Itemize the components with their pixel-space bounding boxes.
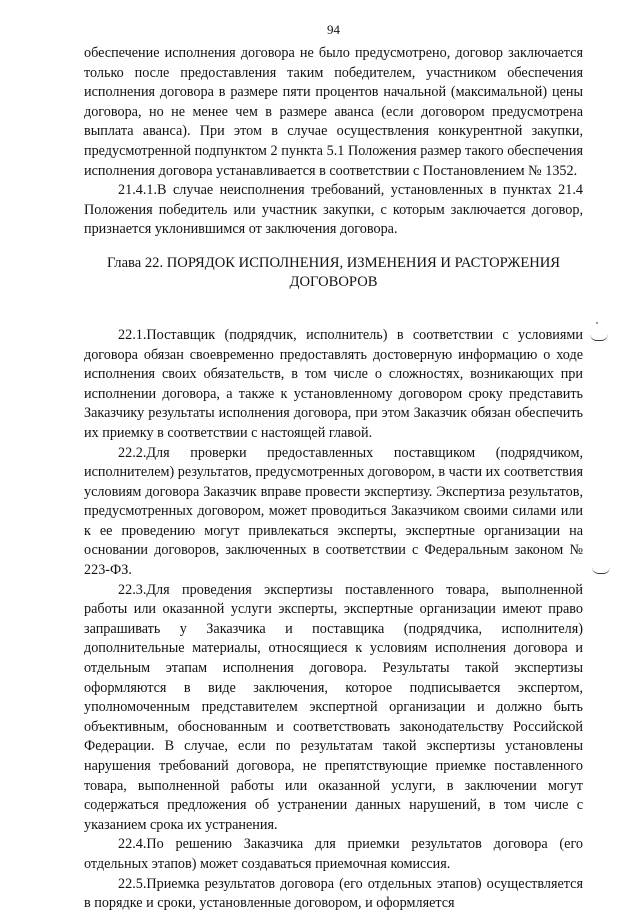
chapter-title-line-2: ДОГОВОРОВ bbox=[289, 273, 378, 290]
margin-pen-mark bbox=[592, 567, 610, 574]
paragraph-21-4-1: 21.4.1.В случае неисполнения требований, установленных в пунктах 21.4 Положения победитель или участник закупки, с которым заключается договор, признается уклонившимся от заключения договора. bbox=[84, 182, 583, 238]
margin-speck bbox=[596, 322, 598, 324]
paragraph-22-4: 22.4.По решению Заказчика для приемки результатов договора (его отдельных этапов) может создаваться приемочная комиссия. bbox=[84, 836, 583, 872]
chapter-title-line-1: Глава 22. ПОРЯДОК ИСПОЛНЕНИЯ, ИЗМЕНЕНИЯ И РАСТОРЖЕНИЯ bbox=[106, 254, 561, 271]
chapter-heading bbox=[84, 254, 583, 292]
paragraph-continuation: обеспечение исполнения договора не было предусмотрено, договор заключается только после предоставления таким победителем, участником обеспечения исполнения договора в размере пяти процентов начальной (максимальной) цены договора, но не менее чем в размере аванса (если договором предусмотрена выплата аванса). При этом в случае осуществления конкурентной закупки, предусмотренной подпунктом 2 пункта 5.1 Положения размер такого обеспечения исполнения договора устанавливается в соответствии с Постановлением № 1352. bbox=[84, 45, 583, 179]
paragraph-22-2: 22.2.Для проверки предоставленных поставщиком (подрядчиком, исполнителем) результатов, предусмотренных договором, в части их соответствия условиям договора Заказчик вправе провести экспертизу. Экспертиза результатов, предусмотренных договором, может проводиться Заказчиком своими силами или к ее проведению могут привлекаться эксперты, экспертные организации на основании договоров, заключенных в соответствии с Федеральным законом № 223-ФЗ. bbox=[84, 444, 583, 579]
margin-pen-mark bbox=[590, 334, 608, 341]
paragraph-22-3: 22.3.Для проведения экспертизы поставленного товара, выполненной работы или оказанной услуги эксперты, экспертные организации имеют право запрашивать у Заказчика и поставщика (подрядчика, исполнителя) дополнительные материалы, относящиеся к условиям исполнения договора и отдельным этапам исполнения договора. Результаты такой экспертизы оформляются в виде заключения, которое подписывается экспертом, уполномоченным представителем экспертной организации и должно быть объективным, обоснованным и соответствовать законодательству Российской Федерации. В случае, если по результатам такой экспертизы установлены нарушения требований договора, не препятствующие приемке поставленного товара, выполненной работы или оказанной услуги, в заключении могут содержаться предложения об устранении данных нарушений, в том числе с указанием срока их устранения. bbox=[84, 581, 583, 833]
paragraph-22-1: 22.1.Поставщик (подрядчик, исполнитель) в соответствии с условиями договора обязан своевременно предоставлять достоверную информацию о ходе исполнения своих обязательств, в том числе о сложностях, возникающих при исполнении договора, а также к установленному договором сроку представить Заказчику результаты исполнения договора, при этом Заказчик обязан обеспечить их приемку в соответствии с настоящей главой. bbox=[84, 326, 583, 441]
page-number: 94 bbox=[327, 22, 340, 37]
paragraph-22-5: 22.5.Приемка результатов договора (его отдельных этапов) осуществляется в порядке и сроки, установленные договором, и оформляется bbox=[84, 875, 583, 912]
